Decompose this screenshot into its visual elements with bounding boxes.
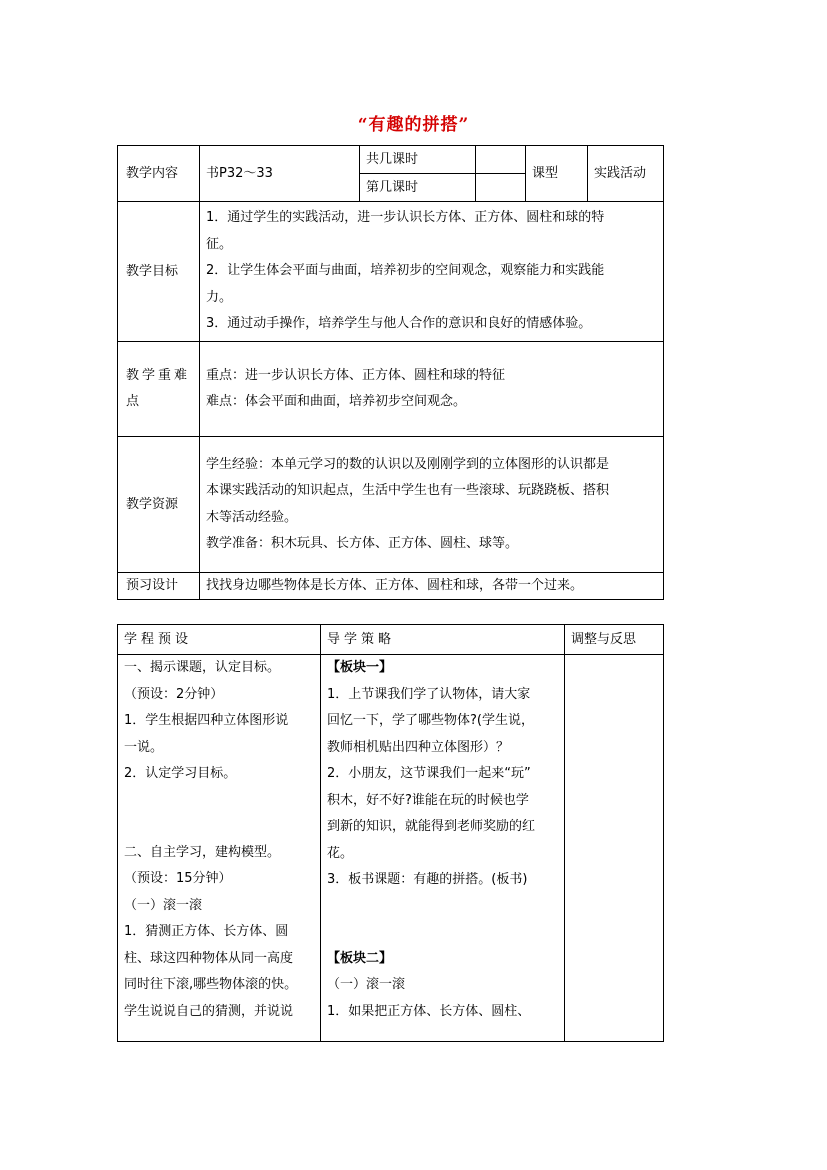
key-label-line: 点 <box>126 394 140 409</box>
col2-line: 【板块一】 <box>327 660 393 675</box>
col1-line: 二、自主学习，建构模型。 <box>124 844 281 860</box>
which-hour-label: 第几课时 <box>360 174 476 202</box>
col2-line: 1．上节课我们学了认物体，请大家 <box>327 686 531 702</box>
col2-line: 教师相机贴出四种立体图形）？ <box>327 739 510 755</box>
col2-line: （一）滚一滚 <box>327 977 406 992</box>
col2-line: 3．板书课题：有趣的拼搭。(板书) <box>327 872 528 887</box>
key-points-content <box>200 342 664 437</box>
col1-line: 学生说说自己的猜测，并说说 <box>124 1003 294 1019</box>
type-label: 课型 <box>526 146 588 202</box>
resource-line: 木等活动经验。 <box>206 509 298 525</box>
total-hours-label: 共几课时 <box>360 146 476 174</box>
col2-line: 2．小朋友，这节课我们一起来“玩” <box>327 766 531 781</box>
col1-header: 学程预设 <box>118 625 321 655</box>
col3-header: 调整与反思 <box>565 625 664 655</box>
goal-line: 1．通过学生的实践活动，进一步认识长方体、正方体、圆柱和球的特 <box>206 210 605 226</box>
total-hours-value <box>476 146 526 174</box>
resource-line: 教学准备：积木玩具、长方体、正方体、圆柱、球等。 <box>206 536 519 551</box>
col1-line: 2．认定学习目标。 <box>124 766 237 781</box>
col1-line: 柱、球这四种物体从同一高度 <box>124 950 294 966</box>
col1-blank <box>124 814 314 840</box>
which-hour-value <box>476 174 526 202</box>
col2-line: 积木，好不好?谁能在玩的时候也学 <box>327 792 529 808</box>
key-label-line: 教学重难 <box>126 368 191 383</box>
col2-line: 回忆一下，学了哪些物体?(学生说， <box>327 713 534 728</box>
resource-line: 学生经验：本单元学习的数的认识以及刚刚学到的立体图形的认识都是 <box>206 456 610 472</box>
type-value: 实践活动 <box>588 146 664 202</box>
col2-content <box>321 655 565 1042</box>
resource-content <box>200 437 664 573</box>
content-value: 书P32～33 <box>200 146 360 202</box>
preview-content: 找找身边哪些物体是长方体、正方体、圆柱和球，各带一个过来。 <box>200 573 664 600</box>
col2-header: 导学策略 <box>321 625 565 655</box>
goal-line: 力。 <box>206 289 233 305</box>
goal-content <box>200 202 664 342</box>
col2-line: 1．如果把正方体、长方体、圆柱、 <box>327 1003 531 1019</box>
resource-label: 教学资源 <box>118 437 200 573</box>
key-point-line: 重点：进一步认识长方体、正方体、圆柱和球的特征 <box>206 367 506 383</box>
col2-line: 【板块二】 <box>327 950 393 966</box>
col1-line: 1．猜测正方体、长方体、圆 <box>124 924 289 939</box>
preview-label: 预习设计 <box>118 573 200 600</box>
goal-line: 3．通过动手操作，培养学生与他人合作的意识和良好的情感体验。 <box>206 316 592 332</box>
col1-line: 1．学生根据四种立体图形说 <box>124 713 289 728</box>
col3-content <box>565 655 664 1042</box>
goal-line: 征。 <box>206 236 233 252</box>
resource-line: 本课实践活动的知识起点，生活中学生也有一些滚球、玩跷跷板、搭积 <box>206 483 610 498</box>
col1-content <box>118 655 321 1042</box>
key-point-line: 难点：体会平面和曲面，培养初步空间观念。 <box>206 394 467 409</box>
col2-line: 到新的知识，就能得到老师奖励的红 <box>327 819 536 834</box>
col1-line: （一）滚一滚 <box>124 897 203 913</box>
col1-line: （预设：2分钟） <box>124 686 224 702</box>
col2-blank <box>327 894 558 920</box>
key-points-label <box>118 342 200 437</box>
goal-line: 2．让学生体会平面与曲面，培养初步的空间观念，观察能力和实践能 <box>206 263 605 279</box>
goal-label: 教学目标 <box>118 202 200 342</box>
col1-blank <box>124 788 314 814</box>
col2-line: 花。 <box>327 845 354 861</box>
col1-line: （预设：15分钟） <box>124 871 232 886</box>
page-title: “有趣的拼搭” <box>357 115 470 135</box>
col1-line: 一说。 <box>124 739 164 755</box>
lesson-info-table <box>117 145 664 600</box>
col1-line: 一、揭示课题，认定目标。 <box>124 660 281 675</box>
process-table <box>117 624 664 1042</box>
content-label: 教学内容 <box>118 146 200 202</box>
col1-line: 同时往下滚,哪些物体滚的快。 <box>124 977 298 992</box>
col2-blank <box>327 920 558 946</box>
